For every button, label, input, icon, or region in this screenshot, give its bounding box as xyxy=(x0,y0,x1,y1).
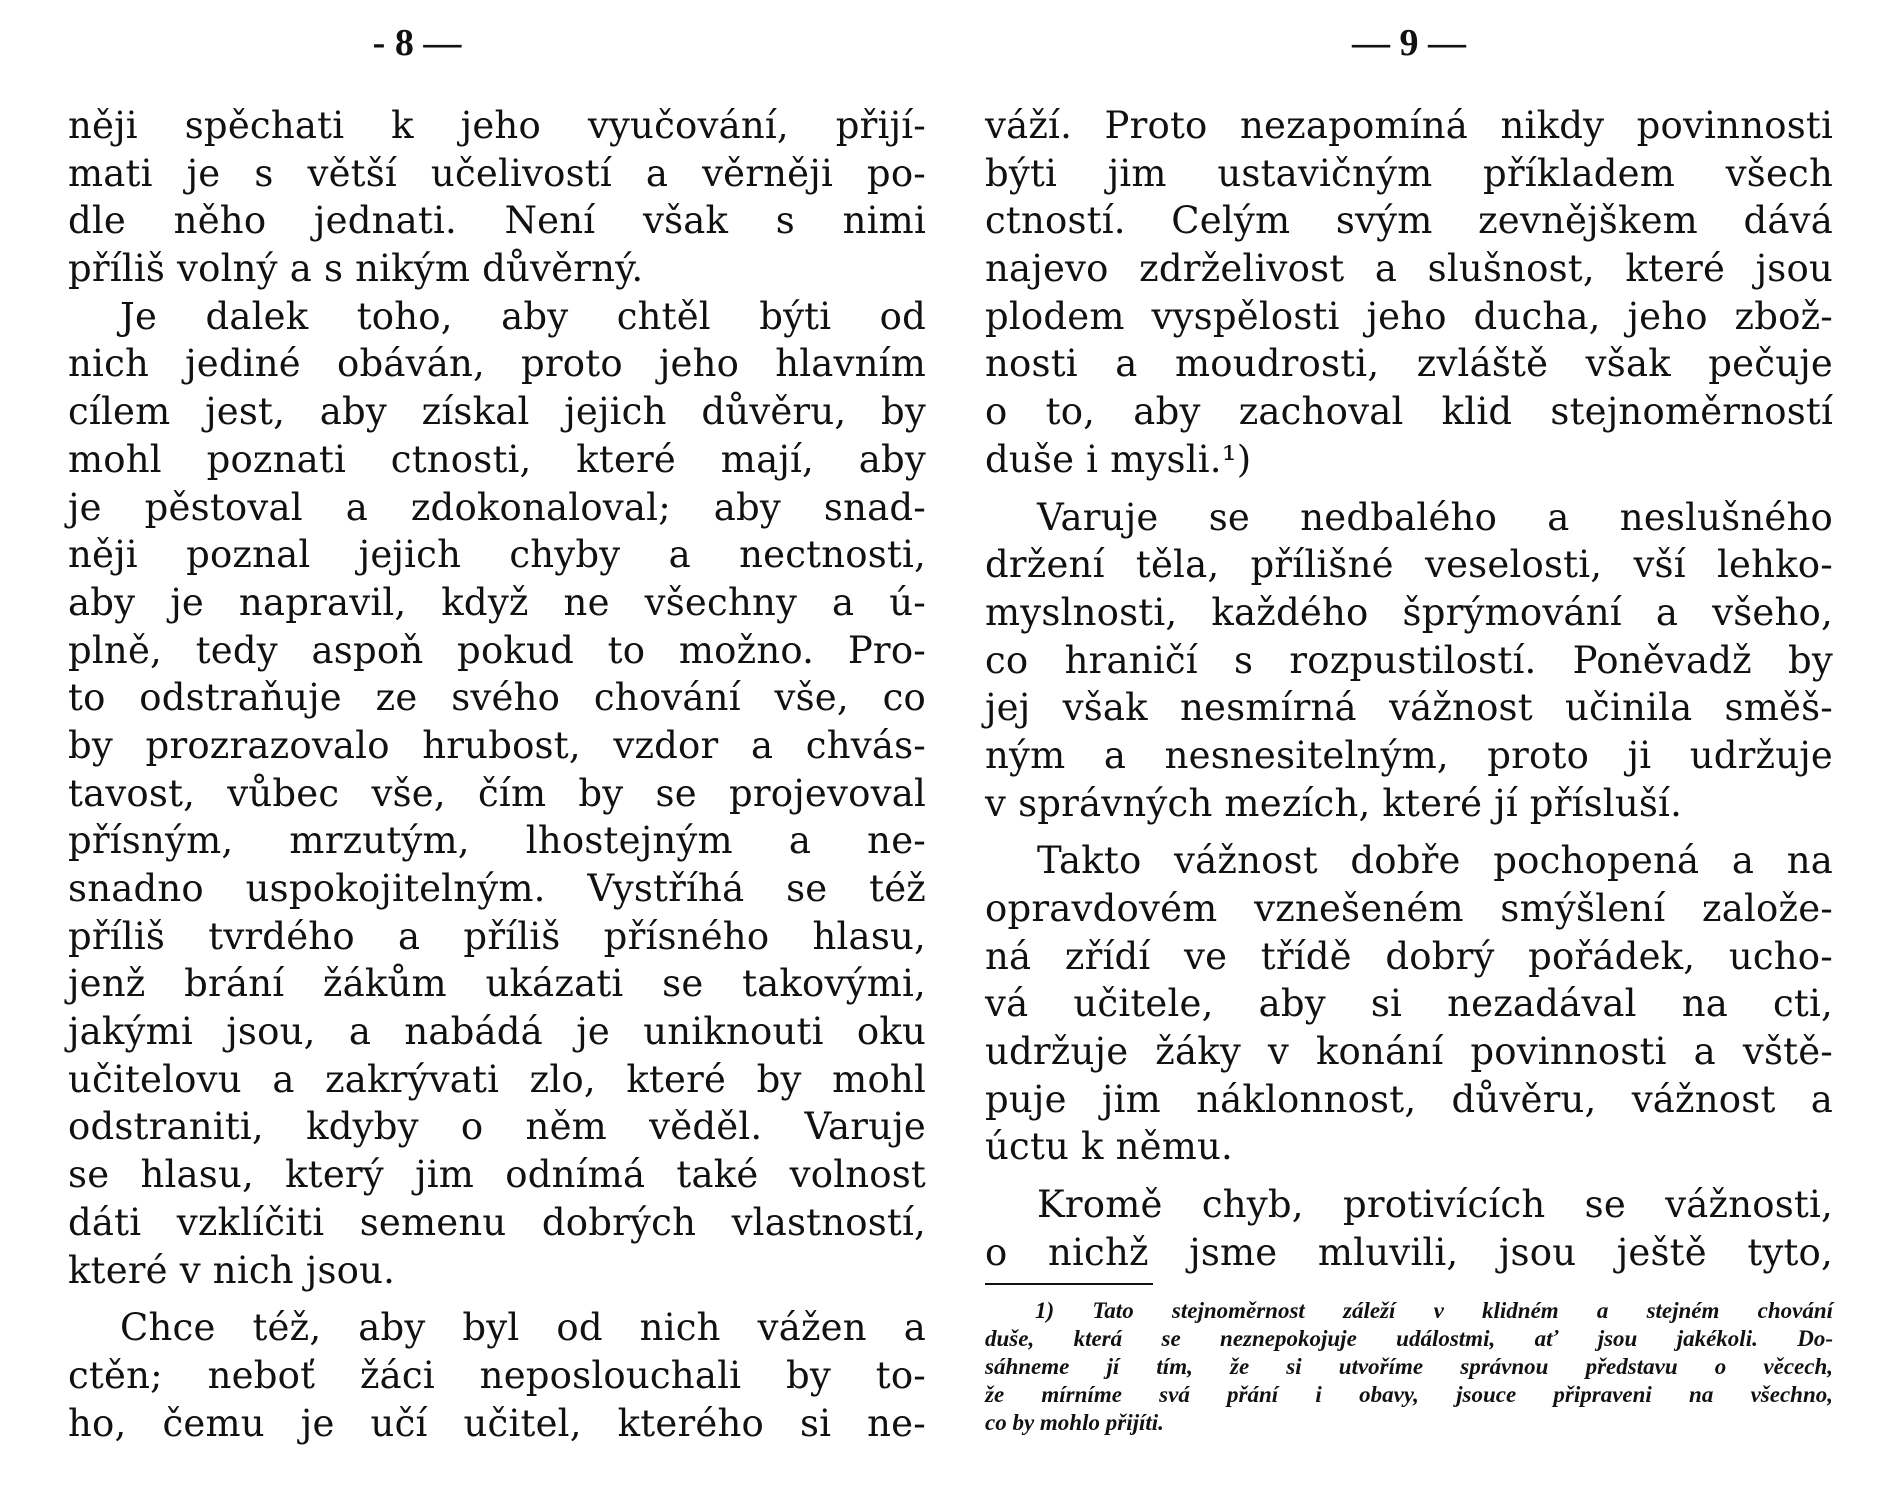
text-line: snadno uspokojitelným. Vystříhá se též xyxy=(68,867,926,910)
text-line: by prozrazovalo hrubost, vzdor a chvás- xyxy=(68,723,926,767)
text-line: Kromě chyb, protivících se vážnosti, xyxy=(1037,1183,1833,1227)
text-line: dle něho jednati. Není však s nimi xyxy=(68,199,926,243)
text-line: je pěstoval a zdokonaloval; aby snad- xyxy=(68,485,926,529)
text-line: najevo zdrželivost a slušnost, které jsou xyxy=(985,247,1833,291)
text-line: vá učitele, aby si nezadával na cti, xyxy=(985,982,1833,1026)
text-line: nosti a moudrosti, zvláště však pečuje xyxy=(985,342,1833,386)
footnote-line: duše, která se neznepokojuje událostmi, ať jsou jakékoli. Do- xyxy=(985,1326,1833,1351)
text-line: ctěn; neboť žáci neposlouchali by to- xyxy=(68,1353,926,1397)
text-line: se hlasu, který jim odnímá také volnost xyxy=(68,1153,926,1197)
text-line: něji spěchati k jeho vyučování, přijí- xyxy=(68,104,926,147)
text-line: ným a nesnesitelným, proto ji udržuje xyxy=(985,733,1833,777)
paragraph-gap xyxy=(985,1171,1833,1181)
text-line: Takto vážnost dobře pochopená a na xyxy=(1037,839,1833,883)
footnote-line: že mírníme svá přání i obavy, jsouce připraveni na všechno, xyxy=(985,1382,1833,1407)
text-line: ho, čemu je učí učitel, kterého si ne- xyxy=(68,1401,926,1445)
text-line: které v nich jsou. xyxy=(68,1248,396,1292)
left-page-text xyxy=(68,102,926,1447)
text-line: nich jediné obáván, proto jeho hlavním xyxy=(68,342,926,386)
text-line: co hraničí s rozpustilostí. Poněvadž by xyxy=(985,638,1833,682)
text-line: cílem jest, aby získal jejich důvěru, by xyxy=(68,390,926,434)
footnote-line: 1) Tato stejnoměrnost záleží v klidném a stejném chování xyxy=(1035,1298,1833,1323)
text-line: plně, tedy aspoň pokud to možno. Pro- xyxy=(68,628,926,672)
text-line: přísným, mrzutým, lhostejným a ne- xyxy=(68,819,926,863)
footnote xyxy=(985,1297,1833,1437)
text-line: ná zřídí ve třídě dobrý pořádek, ucho- xyxy=(985,934,1833,978)
page-number-left: - 8 — xyxy=(372,22,462,64)
text-line: aby je napravil, když ne všechny a ú- xyxy=(68,580,926,624)
text-line: o nichž jsme mluvili, jsou ještě tyto, xyxy=(985,1230,1833,1274)
text-line: duše i mysli.¹) xyxy=(985,437,1252,481)
paragraph-gap xyxy=(985,827,1833,837)
text-line: myslnosti, každého šprýmování a všeho, xyxy=(985,590,1833,634)
text-line: to odstraňuje ze svého chování vše, co xyxy=(68,676,926,720)
text-line: jenž brání žákům ukázati se takovými, xyxy=(68,962,926,1006)
text-line: úctu k němu. xyxy=(985,1125,1233,1169)
text-line: opravdovém vznešeném smýšlení založe- xyxy=(985,887,1833,930)
text-line: váží. Proto nezapomíná nikdy povinnosti xyxy=(985,104,1833,147)
text-line: tavost, vůbec vše, čím by se projevoval xyxy=(68,771,926,815)
text-line: Varuje se nedbalého a neslušného xyxy=(1037,495,1833,539)
paragraph-gap xyxy=(68,1294,926,1304)
text-line: o to, aby zachoval klid stejnoměrností xyxy=(985,390,1833,434)
text-line: dáti vzklíčiti semenu dobrých vlastností, xyxy=(68,1200,926,1244)
text-line: příliš volný a s nikým důvěrný. xyxy=(68,247,644,291)
footnote-line: sáhneme jí tím, že si utvoříme správnou představu o věcech, xyxy=(985,1354,1833,1379)
text-line: ctností. Celým svým zevnějškem dává xyxy=(985,199,1833,243)
text-line: puje jim náklonnost, důvěru, vážnost a xyxy=(985,1077,1833,1121)
text-line: jakými jsou, a nabádá je uniknouti oku xyxy=(68,1010,926,1054)
text-line: odstraniti, kdyby o něm věděl. Varuje xyxy=(68,1105,926,1149)
text-line: něji poznal jejich chyby a nectnosti, xyxy=(68,533,926,577)
text-line: býti jim ustavičným příkladem všech xyxy=(985,151,1833,195)
text-line: příliš tvrdého a příliš přísného hlasu, xyxy=(68,914,926,958)
paragraph-gap xyxy=(985,484,1833,494)
page-number-right: — 9 — xyxy=(1352,22,1466,64)
text-line: mati je s větší učelivostí a věrněji po- xyxy=(68,151,926,195)
footnote-line: co by mohlo přijíti. xyxy=(985,1410,1164,1435)
text-line: Chce též, aby byl od nich vážen a xyxy=(120,1306,926,1350)
text-line: Je dalek toho, aby chtěl býti od xyxy=(120,294,926,338)
text-line: jej však nesmírná vážnost učinila směš- xyxy=(985,686,1833,730)
footnote-rule xyxy=(985,1283,1153,1285)
right-page-text xyxy=(985,102,1833,1277)
text-line: v správných mezích, které jí přísluší. xyxy=(985,781,1683,825)
text-line: učitelovu a zakrývati zlo, které by mohl xyxy=(68,1057,926,1101)
text-line: udržuje žáky v konání povinnosti a vště- xyxy=(985,1030,1833,1074)
text-line: držení těla, přílišné veselosti, vší lehko- xyxy=(985,543,1833,587)
text-line: plodem vyspělosti jeho ducha, jeho zbož- xyxy=(985,294,1833,338)
text-line: mohl poznati ctnosti, které mají, aby xyxy=(68,437,926,481)
